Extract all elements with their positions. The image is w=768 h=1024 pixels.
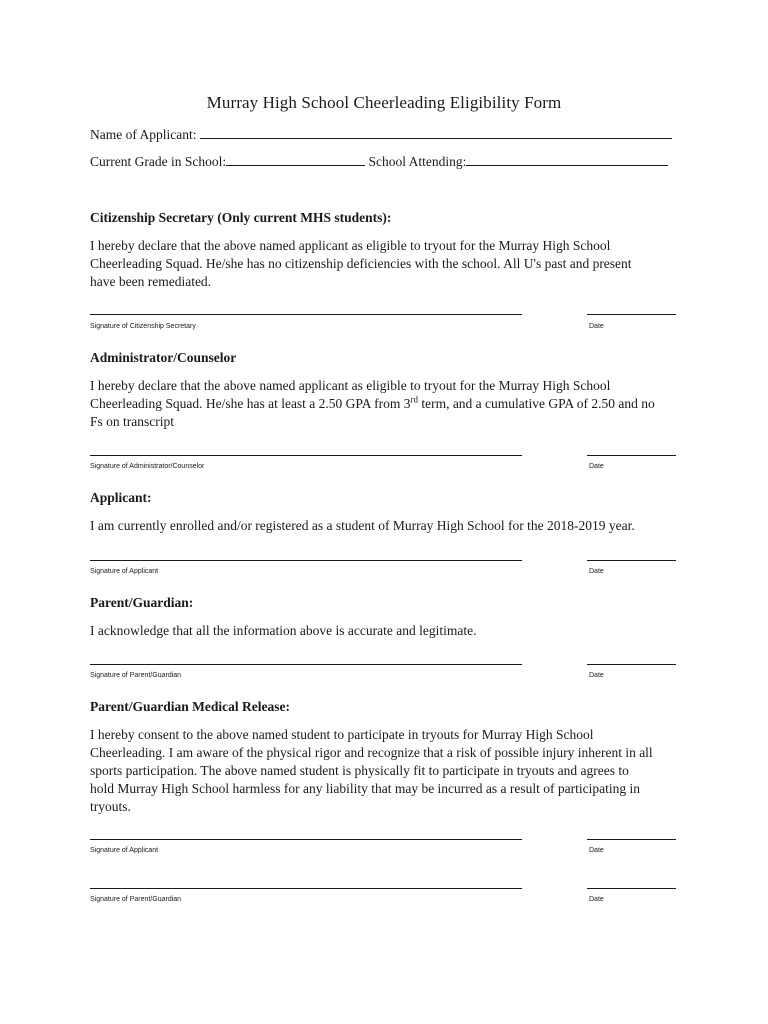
applicant-date-label: Date bbox=[589, 568, 604, 575]
medical-applicant-signature-line[interactable] bbox=[90, 839, 522, 840]
medical-parent-signature-line[interactable] bbox=[90, 888, 522, 889]
medical-paragraph bbox=[90, 726, 685, 816]
administrator-heading: Administrator/Counselor bbox=[90, 350, 237, 365]
citizenship-paragraph bbox=[90, 237, 685, 291]
citizenship-line-1: I hereby declare that the above named applicant as eligible to tryout for the Murray High School bbox=[90, 238, 611, 253]
applicant-signature-line[interactable] bbox=[90, 560, 522, 561]
administrator-signature-line[interactable] bbox=[90, 455, 522, 456]
medical-parent-date-label: Date bbox=[589, 896, 604, 903]
name-label: Name of Applicant: bbox=[90, 127, 197, 142]
administrator-paragraph bbox=[90, 377, 685, 431]
medical-parent-signature-label: Signature of Parent/Guardian bbox=[90, 896, 182, 903]
administrator-line-2 bbox=[90, 395, 685, 413]
parent-paragraph bbox=[90, 622, 685, 640]
school-field[interactable] bbox=[466, 154, 668, 166]
medical-line-4: hold Murray High School harmless for any liability that may be incurred as a result of participating in bbox=[90, 781, 640, 796]
medical-line-2: Cheerleading. I am aware of the physical rigor and recognize that a risk of possible injury inherent in all bbox=[90, 745, 653, 760]
form-title: Murray High School Cheerleading Eligibility Form bbox=[206, 93, 562, 112]
name-field[interactable] bbox=[200, 127, 672, 139]
citizenship-date-line[interactable] bbox=[587, 314, 676, 315]
medical-heading: Parent/Guardian Medical Release: bbox=[90, 699, 290, 714]
medical-line-5: tryouts. bbox=[90, 799, 131, 814]
citizenship-heading: Citizenship Secretary (Only current MHS students): bbox=[90, 210, 392, 225]
grade-label: Current Grade in School: bbox=[90, 154, 227, 169]
administrator-line-2-sup: rd bbox=[410, 394, 418, 405]
administrator-line-2-end: term, and a cumulative GPA of 2.50 and no bbox=[417, 396, 655, 411]
applicant-paragraph bbox=[90, 517, 685, 535]
administrator-date-line[interactable] bbox=[587, 455, 676, 456]
applicant-heading: Applicant: bbox=[90, 490, 152, 505]
medical-parent-date-line[interactable] bbox=[587, 888, 676, 889]
parent-signature-line[interactable] bbox=[90, 664, 522, 665]
administrator-line-1: I hereby declare that the above named applicant as eligible to tryout for the Murray High School bbox=[90, 378, 611, 393]
medical-line-3: sports participation. The above named student is physically fit to participate in tryouts and agrees to bbox=[90, 763, 629, 778]
citizenship-signature-label: Signature of Citizenship Secretary bbox=[90, 323, 196, 330]
parent-date-label: Date bbox=[589, 672, 604, 679]
administrator-line-3: Fs on transcript bbox=[90, 414, 174, 429]
medical-applicant-signature-label: Signature of Applicant bbox=[90, 847, 159, 854]
medical-line-1: I hereby consent to the above named student to participate in tryouts for Murray High School bbox=[90, 727, 594, 742]
medical-applicant-date-label: Date bbox=[589, 847, 604, 854]
citizenship-line-2: Cheerleading Squad. He/she has no citizenship deficiencies with the school. All U's past and present bbox=[90, 256, 632, 271]
applicant-line-1: I am currently enrolled and/or registered as a student of Murray High School for the 2018-2019 year. bbox=[90, 518, 635, 533]
parent-heading: Parent/Guardian: bbox=[90, 595, 194, 610]
citizenship-line-3: have been remediated. bbox=[90, 274, 212, 289]
grade-school-row bbox=[90, 154, 668, 170]
applicant-signature-label: Signature of Applicant bbox=[90, 568, 159, 575]
applicant-date-line[interactable] bbox=[587, 560, 676, 561]
administrator-signature-label: Signature of Administrator/Counselor bbox=[90, 463, 205, 470]
administrator-date-label: Date bbox=[589, 463, 604, 470]
citizenship-signature-line[interactable] bbox=[90, 314, 522, 315]
parent-line-1: I acknowledge that all the information above is accurate and legitimate. bbox=[90, 623, 477, 638]
citizenship-date-label: Date bbox=[589, 323, 604, 330]
grade-field[interactable] bbox=[226, 154, 365, 166]
name-row bbox=[90, 127, 672, 143]
administrator-line-2-start: Cheerleading Squad. He/she has at least a 2.50 GPA from 3 bbox=[90, 396, 411, 411]
parent-date-line[interactable] bbox=[587, 664, 676, 665]
school-label: School Attending: bbox=[368, 154, 467, 169]
parent-signature-label: Signature of Parent/Guardian bbox=[90, 672, 182, 679]
medical-applicant-date-line[interactable] bbox=[587, 839, 676, 840]
